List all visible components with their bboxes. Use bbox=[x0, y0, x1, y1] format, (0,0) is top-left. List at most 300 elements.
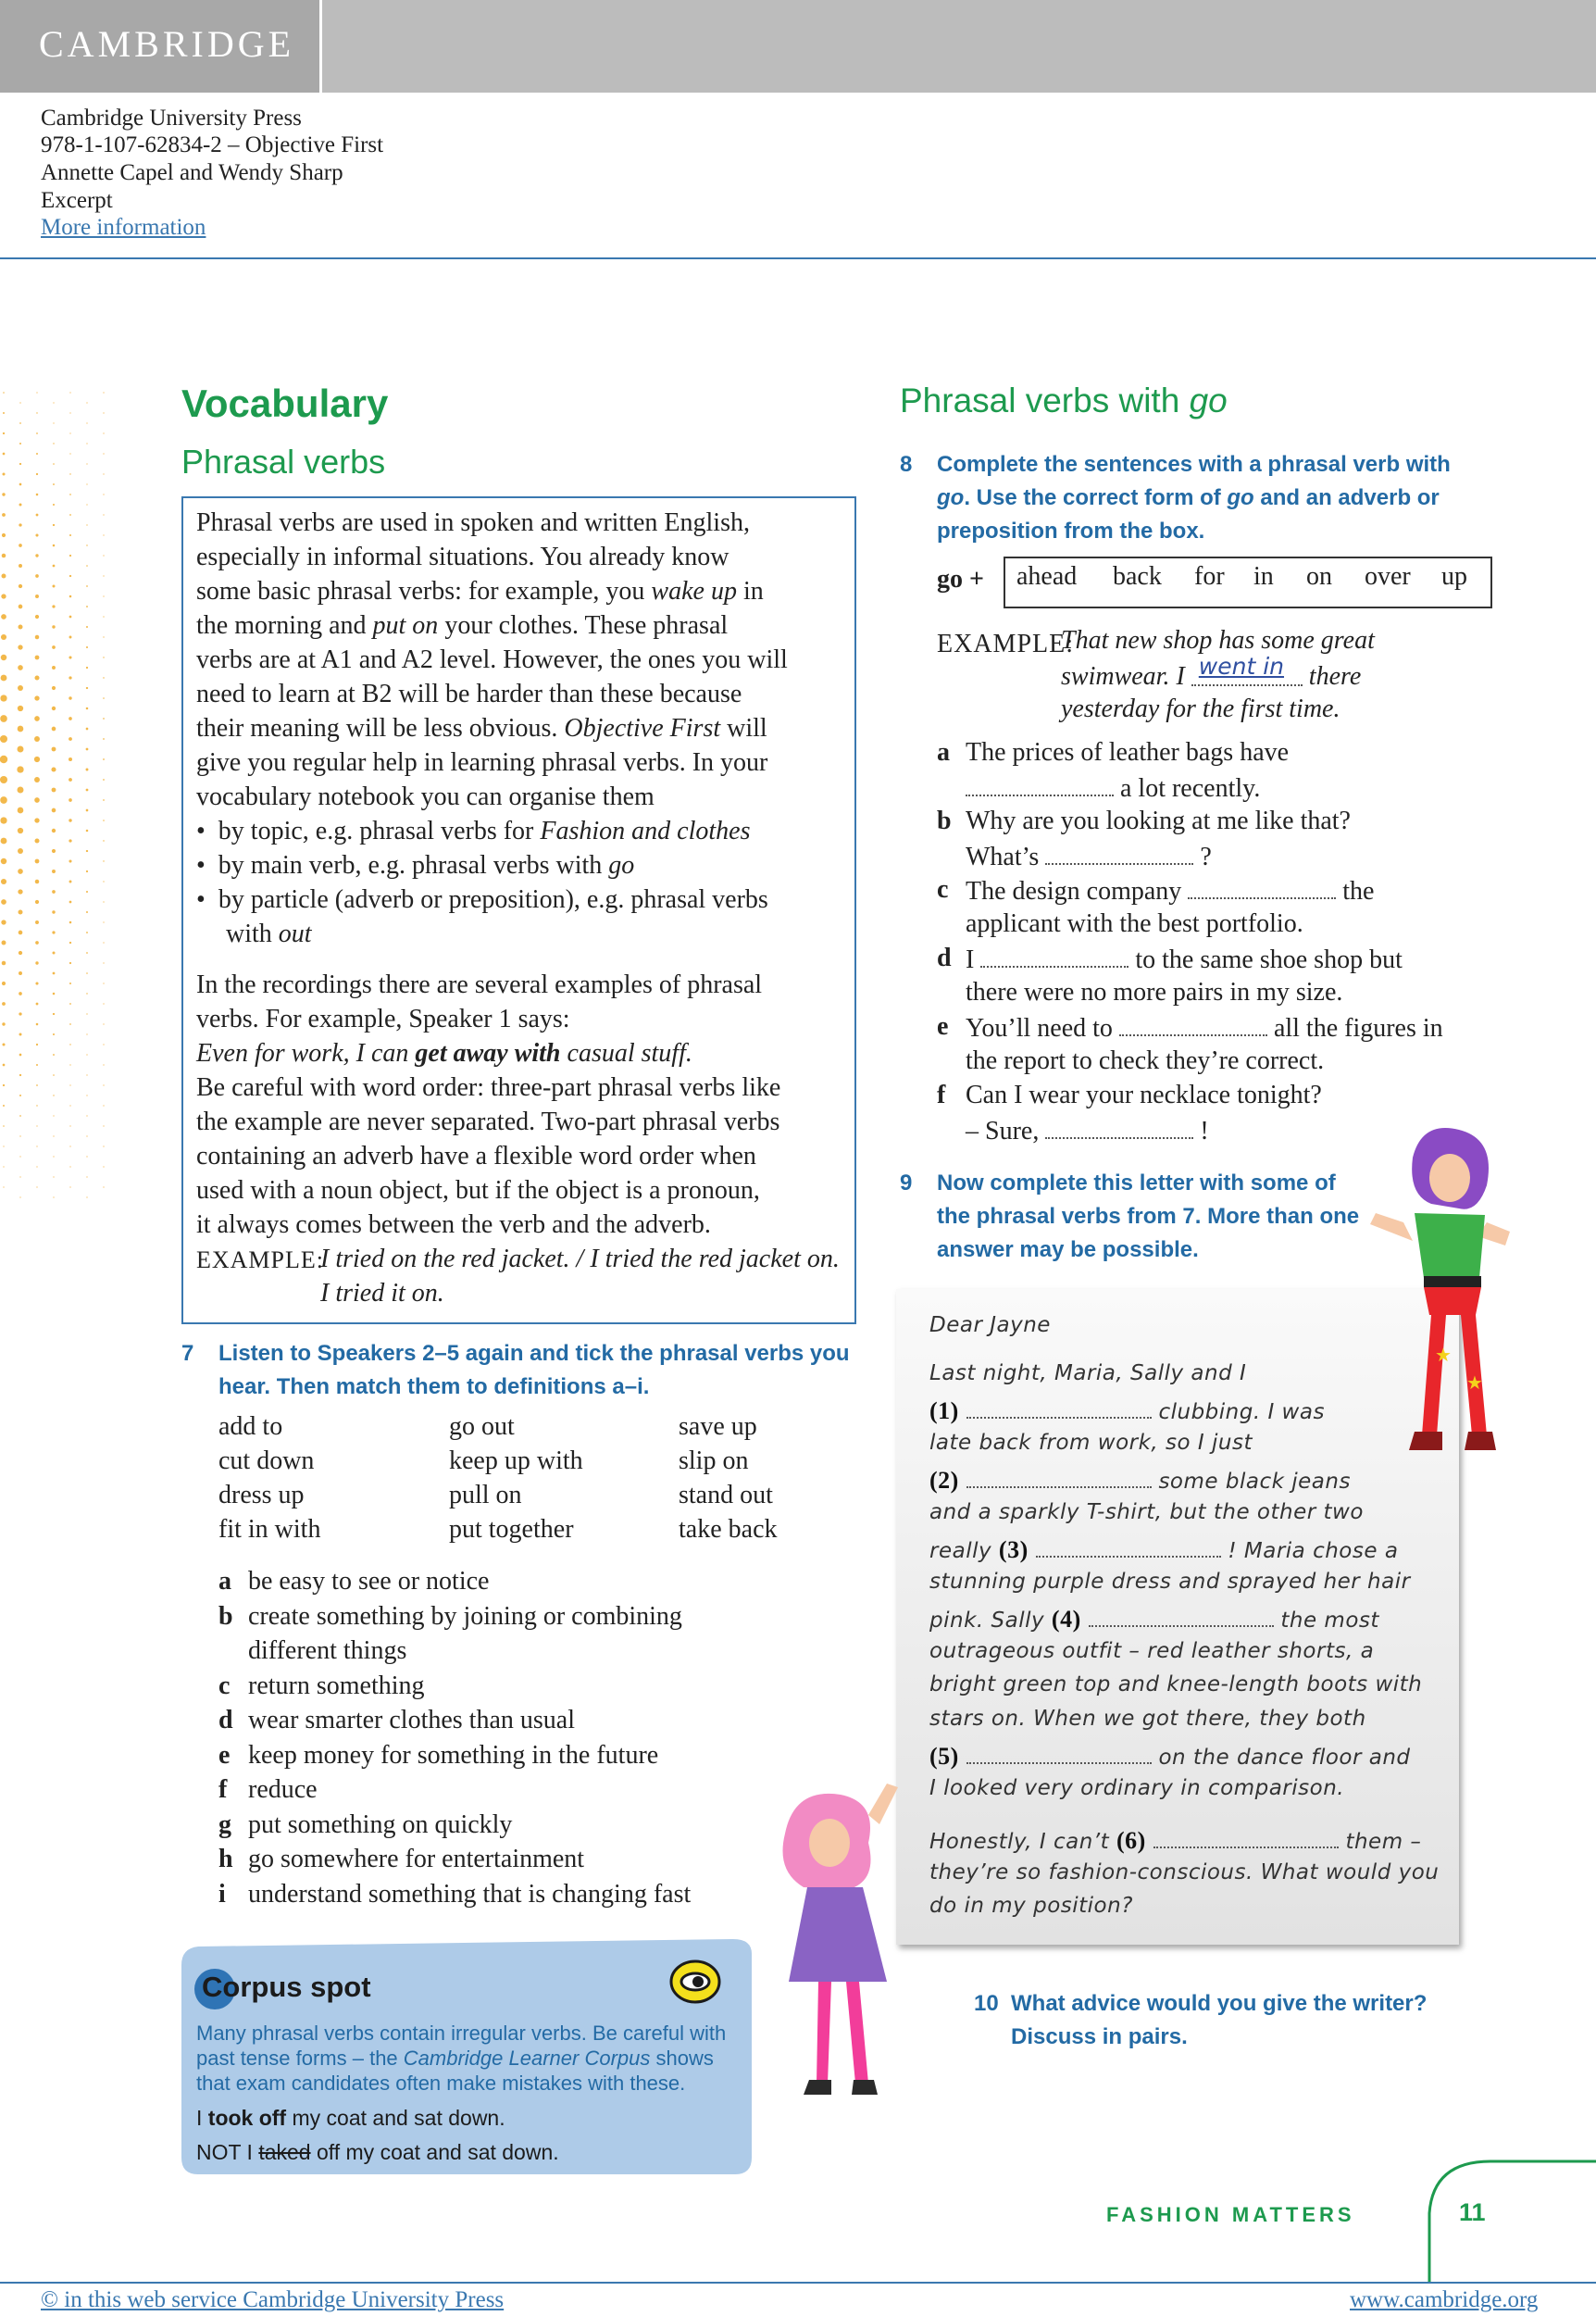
decorative-dot bbox=[69, 473, 70, 474]
decorative-dot bbox=[53, 1054, 55, 1056]
decorative-dot bbox=[53, 993, 56, 995]
answer-blank[interactable] bbox=[1188, 875, 1336, 899]
decorative-dot bbox=[69, 432, 70, 433]
decorative-dot bbox=[69, 1105, 70, 1106]
answer-blank[interactable] bbox=[1045, 841, 1193, 865]
verb-cell: keep up with bbox=[449, 1446, 583, 1475]
info-text-line: Even for work, I can get away with casual stuff. bbox=[196, 1039, 692, 1068]
answer-blank[interactable] bbox=[966, 772, 1114, 796]
item-letter: d bbox=[937, 944, 952, 972]
decorative-dot bbox=[1, 594, 6, 598]
decorative-dot bbox=[19, 1054, 22, 1057]
decorative-dot bbox=[69, 412, 70, 413]
decorative-dot bbox=[86, 504, 87, 505]
decorative-dot bbox=[35, 859, 40, 864]
decorative-dot bbox=[36, 1105, 37, 1106]
decorative-dot bbox=[36, 1125, 37, 1126]
illustration-girl-pink-hair bbox=[767, 1778, 924, 2111]
letter-line: (1) clubbing. I was bbox=[929, 1395, 1325, 1425]
go-label: go + bbox=[937, 565, 984, 594]
decorative-dot bbox=[18, 828, 23, 833]
info-text-line: give you regular help in learning phrasal verbs. In your bbox=[196, 748, 768, 777]
example-answer: went in bbox=[1198, 653, 1285, 680]
decorative-dot bbox=[35, 900, 39, 904]
decorative-dot bbox=[36, 1166, 37, 1167]
decorative-dot bbox=[103, 453, 104, 454]
letter-line: Dear Jayne bbox=[929, 1313, 1051, 1337]
decorative-dot bbox=[52, 645, 56, 649]
letter-blank[interactable] bbox=[1036, 1534, 1221, 1558]
decorative-dot bbox=[86, 769, 89, 771]
heading-phrasal-verbs-with-go: Phrasal verbs with go bbox=[900, 382, 1228, 419]
item-text: applicant with the best portfolio. bbox=[966, 909, 1303, 938]
decorative-dot bbox=[19, 971, 22, 975]
decorative-dot bbox=[53, 565, 56, 568]
decorative-dot bbox=[103, 860, 104, 861]
decorative-dot bbox=[36, 1003, 39, 1006]
decorative-dot bbox=[103, 1064, 104, 1065]
decorative-dot bbox=[19, 463, 21, 465]
decorative-dot bbox=[52, 625, 55, 628]
info-text-line: their meaning will be less obvious. Objective First will bbox=[196, 714, 767, 743]
decorative-dot bbox=[86, 667, 88, 669]
decorative-dot bbox=[1, 920, 6, 924]
page-number-arc bbox=[1426, 2158, 1596, 2284]
info-text-line: vocabulary notebook you can organise them bbox=[196, 782, 655, 811]
publisher-line: Cambridge University Press bbox=[41, 106, 302, 131]
decorative-dot bbox=[86, 870, 88, 872]
decorative-dot bbox=[2, 472, 5, 475]
letter-blank[interactable] bbox=[966, 1395, 1152, 1419]
corpus-spot-title: Corpus spot bbox=[202, 1971, 371, 2003]
decorative-dot bbox=[103, 820, 105, 821]
decorative-dot bbox=[86, 687, 88, 689]
decorative-dot bbox=[19, 483, 22, 486]
decorative-dot bbox=[103, 1044, 104, 1045]
decorative-dot bbox=[52, 584, 55, 587]
bullet-item: • by main verb, e.g. phrasal verbs with go bbox=[196, 851, 635, 880]
example-text: I tried it on. bbox=[320, 1279, 444, 1308]
decorative-dot bbox=[2, 513, 6, 517]
question-9-text: the phrasal verbs from 7. More than one bbox=[937, 1204, 1360, 1229]
decorative-dot bbox=[18, 706, 23, 711]
decorative-dot bbox=[35, 574, 39, 578]
decorative-dot bbox=[2, 1043, 5, 1045]
corpus-example-correct: I took off my coat and sat down. bbox=[196, 2106, 505, 2130]
svg-text:★: ★ bbox=[1466, 1371, 1483, 1394]
decorative-dot bbox=[35, 595, 39, 598]
decorative-dot bbox=[103, 962, 104, 963]
decorative-dot bbox=[0, 796, 7, 804]
decorative-dot bbox=[69, 616, 72, 619]
decorative-dot bbox=[36, 1084, 38, 1086]
decorative-dot bbox=[53, 402, 54, 403]
letter-blank[interactable] bbox=[966, 1740, 1152, 1764]
decorative-dot bbox=[103, 1084, 104, 1085]
bullet-item: • by particle (adverb or preposition), e.g. phrasal verbs bbox=[196, 885, 768, 914]
decorative-dot bbox=[18, 889, 22, 894]
decorative-dot bbox=[86, 1033, 87, 1034]
decorative-dot bbox=[34, 818, 39, 822]
decorative-dot bbox=[69, 962, 71, 964]
decorative-dot bbox=[86, 606, 88, 607]
letter-line: they’re so fashion-conscious. What would you bbox=[929, 1860, 1440, 1884]
excerpt-line: Excerpt bbox=[41, 188, 113, 213]
decorative-dot bbox=[34, 695, 39, 700]
decorative-dot bbox=[18, 807, 24, 814]
decorative-dot bbox=[19, 544, 22, 547]
definition-text: reduce bbox=[248, 1775, 318, 1804]
decorative-dot bbox=[86, 728, 89, 731]
decorative-dot bbox=[19, 564, 22, 568]
decorative-dot bbox=[19, 1135, 20, 1136]
decorative-dot bbox=[103, 636, 104, 637]
decorative-dot bbox=[69, 656, 71, 658]
decorative-dot bbox=[52, 788, 56, 793]
decorative-dot bbox=[2, 982, 6, 985]
question-8-text: go. Use the correct form of go and an adverb or bbox=[937, 485, 1440, 510]
decorative-dot bbox=[53, 1033, 55, 1035]
letter-blank[interactable] bbox=[1153, 1824, 1339, 1848]
decorative-dot bbox=[86, 809, 89, 812]
decorative-dot bbox=[18, 869, 23, 874]
decorative-dot bbox=[1, 899, 6, 905]
letter-blank[interactable] bbox=[1089, 1603, 1274, 1627]
decorative-dot bbox=[69, 1145, 70, 1146]
decorative-dot bbox=[53, 463, 55, 465]
question-number: 7 bbox=[181, 1341, 194, 1366]
decorative-dot bbox=[19, 1012, 21, 1015]
word-box-item: ahead bbox=[1016, 562, 1078, 591]
decorative-dot bbox=[103, 840, 104, 841]
decorative-dot bbox=[35, 920, 39, 924]
definition-letter: c bbox=[218, 1671, 231, 1700]
decorative-dot bbox=[52, 707, 56, 710]
decorative-dot bbox=[69, 942, 71, 944]
word-box-item: on bbox=[1306, 562, 1332, 591]
letter-line: late back from work, so I just bbox=[929, 1431, 1253, 1455]
decorative-dot bbox=[3, 1125, 5, 1127]
item-text: Can I wear your necklace tonight? bbox=[966, 1081, 1322, 1109]
decorative-dot bbox=[19, 951, 22, 955]
decorative-dot bbox=[51, 767, 56, 771]
decorative-dot bbox=[52, 931, 55, 933]
decorative-dot bbox=[19, 1115, 21, 1117]
eye-icon bbox=[668, 1959, 722, 2008]
decorative-dot bbox=[69, 696, 71, 699]
decorative-dot bbox=[103, 392, 104, 393]
letter-line: Honestly, I can’t (6) them – bbox=[929, 1824, 1421, 1855]
decorative-dot bbox=[69, 676, 71, 679]
decorative-dot bbox=[52, 890, 56, 894]
word-box-item: back bbox=[1113, 562, 1162, 591]
example-text: swimwear. I went in there bbox=[1061, 653, 1362, 691]
decorative-dot bbox=[34, 675, 39, 680]
letter-line: (5) on the dance floor and bbox=[929, 1740, 1411, 1771]
decorative-dot bbox=[0, 715, 7, 722]
decorative-dot bbox=[19, 1095, 21, 1096]
decorative-dot bbox=[0, 735, 7, 743]
decorative-dot bbox=[52, 747, 56, 752]
info-text-line: the example are never separated. Two-part phrasal verbs bbox=[196, 1108, 780, 1136]
decorative-dot bbox=[36, 1145, 37, 1146]
decorative-dot bbox=[69, 514, 71, 516]
info-text-line: Phrasal verbs are used in spoken and written English, bbox=[196, 508, 750, 537]
definition-text: return something bbox=[248, 1671, 425, 1700]
info-text-line: especially in informal situations. You already know bbox=[196, 543, 729, 571]
definition-letter: i bbox=[218, 1880, 226, 1909]
section-heading-vocabulary: Vocabulary bbox=[181, 382, 389, 425]
decorative-dot bbox=[19, 1033, 22, 1036]
item-text: I to the same shoe shop but bbox=[966, 945, 1403, 974]
item-text: – Sure, ! bbox=[966, 1117, 1209, 1145]
definition-text: be easy to see or notice bbox=[248, 1567, 490, 1596]
verb-cell: take back bbox=[679, 1515, 778, 1544]
decorative-dot bbox=[103, 758, 105, 760]
decorative-dot bbox=[19, 523, 21, 526]
word-box-item: for bbox=[1194, 562, 1225, 591]
brand-logo: CAMBRIDGE bbox=[39, 23, 295, 65]
decorative-dot bbox=[35, 982, 38, 984]
more-information-link[interactable]: More information bbox=[41, 215, 206, 240]
decorative-dot bbox=[86, 830, 89, 833]
decorative-dot bbox=[69, 392, 70, 393]
decorative-dot bbox=[52, 910, 55, 913]
decorative-dot bbox=[19, 605, 23, 609]
decorative-dot bbox=[86, 993, 87, 994]
definition-letter: f bbox=[218, 1775, 228, 1804]
question-9-text: Now complete this letter with some of bbox=[937, 1171, 1336, 1196]
letter-line: (2) some black jeans bbox=[929, 1464, 1351, 1495]
decorative-dot bbox=[103, 901, 104, 902]
letter-blank[interactable] bbox=[966, 1464, 1152, 1488]
example-text: That new shop has some great bbox=[1061, 626, 1375, 655]
question-10-text: Discuss in pairs. bbox=[1011, 2024, 1188, 2049]
verb-cell: cut down bbox=[218, 1446, 315, 1475]
example-label: EXAMPLE: bbox=[937, 630, 1074, 658]
decorative-dot bbox=[103, 1125, 104, 1126]
decorative-dot bbox=[3, 412, 5, 414]
decorative-dot bbox=[103, 1003, 104, 1004]
svg-text:★: ★ bbox=[1435, 1344, 1452, 1366]
decorative-dot bbox=[103, 595, 104, 596]
decorative-dot bbox=[86, 707, 89, 710]
decorative-dot bbox=[69, 636, 72, 639]
item-letter: b bbox=[937, 807, 952, 835]
decorative-dot bbox=[18, 787, 24, 794]
question-number: 8 bbox=[900, 452, 913, 477]
decorative-dot bbox=[69, 1125, 70, 1126]
word-box-item: in bbox=[1253, 562, 1274, 591]
decorative-dot bbox=[69, 534, 71, 536]
decorative-dot bbox=[103, 697, 105, 699]
decorative-dot bbox=[19, 931, 23, 935]
decorative-dot bbox=[69, 921, 72, 924]
answer-blank[interactable] bbox=[980, 944, 1128, 968]
header-divider bbox=[0, 257, 1596, 259]
decorative-dot bbox=[103, 1145, 104, 1146]
decorative-dot bbox=[69, 1064, 70, 1065]
decorative-dot bbox=[3, 453, 6, 456]
verb-cell: add to bbox=[218, 1412, 283, 1441]
decorative-dot bbox=[3, 1166, 4, 1167]
decorative-dot bbox=[35, 941, 39, 945]
letter-line: do in my position? bbox=[929, 1894, 1133, 1918]
decorative-dot bbox=[19, 1156, 20, 1157]
definition-letter: d bbox=[218, 1706, 233, 1734]
example-text: yesterday for the first time. bbox=[1061, 695, 1340, 723]
definition-text: keep money for something in the future bbox=[248, 1741, 659, 1770]
decorative-dot bbox=[1, 675, 7, 682]
item-text: What’s ? bbox=[966, 843, 1212, 871]
decorative-dot bbox=[34, 736, 40, 742]
verb-cell: dress up bbox=[218, 1481, 305, 1509]
decorative-dot bbox=[69, 1186, 70, 1187]
decorative-dot bbox=[36, 473, 38, 475]
letter-line: outrageous outfit – red leather shorts, a bbox=[929, 1639, 1375, 1663]
decorative-dot bbox=[86, 972, 88, 974]
verb-cell: save up bbox=[679, 1412, 757, 1441]
decorative-dot bbox=[52, 951, 55, 954]
question-8-text: preposition from the box. bbox=[937, 519, 1205, 544]
decorative-dot bbox=[86, 911, 88, 913]
decorative-dot bbox=[52, 686, 56, 690]
decorative-dot bbox=[3, 1186, 4, 1187]
decorative-dot bbox=[103, 738, 105, 740]
decorative-dot bbox=[3, 1105, 5, 1107]
item-text: a lot recently. bbox=[966, 772, 1260, 804]
decorative-dot bbox=[103, 779, 105, 781]
decorative-dot bbox=[69, 575, 71, 577]
letter-line: really (3) ! Maria chose a bbox=[929, 1534, 1398, 1564]
decorative-dot bbox=[86, 1156, 87, 1157]
isbn-line: 978-1-107-62834-2 – Objective First bbox=[41, 132, 384, 157]
decorative-dot bbox=[19, 992, 22, 995]
verb-cell: fit in with bbox=[218, 1515, 321, 1544]
decorative-dot bbox=[19, 422, 21, 424]
decorative-dot bbox=[2, 574, 6, 579]
decorative-dot bbox=[53, 1115, 54, 1116]
decorative-dot bbox=[53, 422, 54, 423]
decorative-dot bbox=[53, 545, 56, 547]
decorative-dot bbox=[18, 726, 24, 732]
decorative-dots bbox=[0, 389, 130, 1204]
decorative-dot bbox=[69, 901, 72, 904]
decorative-dot bbox=[3, 1064, 6, 1067]
decorative-dot bbox=[35, 880, 40, 884]
letter-line: bright green top and knee-length boots with bbox=[929, 1672, 1423, 1696]
question-8-text: Complete the sentences with a phrasal verb with bbox=[937, 452, 1451, 477]
answer-blank[interactable] bbox=[1119, 1012, 1267, 1036]
decorative-dot bbox=[86, 585, 88, 587]
example-text: I tried on the red jacket. / I tried the red jacket on. bbox=[320, 1245, 840, 1273]
decorative-dot bbox=[36, 1044, 38, 1045]
answer-blank[interactable] bbox=[1045, 1115, 1193, 1139]
verb-cell: put together bbox=[449, 1515, 574, 1544]
decorative-dot bbox=[1, 634, 6, 640]
decorative-dot bbox=[53, 524, 55, 526]
definition-letter: a bbox=[218, 1567, 231, 1596]
decorative-dot bbox=[86, 402, 87, 403]
decorative-dot bbox=[53, 1135, 54, 1136]
decorative-dot bbox=[36, 494, 39, 496]
decorative-dot bbox=[86, 748, 89, 751]
info-text-line: it always comes between the verb and the adverb. bbox=[196, 1210, 711, 1239]
item-text: You’ll need to all the figures in bbox=[966, 1014, 1443, 1043]
decorative-dot bbox=[103, 575, 104, 576]
example-label: EXAMPLE: bbox=[196, 1246, 324, 1273]
letter-line: pink. Sally (4) the most bbox=[929, 1603, 1379, 1634]
decorative-dot bbox=[1, 838, 7, 845]
decorative-dot bbox=[18, 685, 23, 691]
decorative-dot bbox=[53, 972, 56, 975]
decorative-dot bbox=[103, 555, 104, 556]
info-text-line: verbs. For example, Speaker 1 says: bbox=[196, 1005, 570, 1033]
decorative-dot bbox=[2, 493, 5, 495]
decorative-dot bbox=[19, 1196, 20, 1197]
decorative-dot bbox=[35, 554, 38, 557]
decorative-dot bbox=[86, 524, 87, 525]
decorative-dot bbox=[53, 1156, 54, 1157]
decorative-dot bbox=[103, 921, 104, 922]
decorative-dot bbox=[86, 932, 88, 933]
question-7-text: Listen to Speakers 2–5 again and tick the phrasal verbs you bbox=[218, 1341, 850, 1366]
illustration-girl-purple-hair bbox=[1357, 1120, 1515, 1491]
decorative-dot bbox=[103, 432, 104, 433]
decorative-dot bbox=[19, 443, 21, 444]
decorative-dot bbox=[2, 1002, 6, 1006]
decorative-dot bbox=[18, 848, 23, 854]
decorative-dot bbox=[86, 891, 88, 893]
decorative-dot bbox=[69, 757, 72, 761]
decorative-dot bbox=[69, 859, 71, 862]
decorative-dot bbox=[36, 514, 39, 517]
definition-text: wear smarter clothes than usual bbox=[248, 1706, 575, 1734]
info-text-line: containing an adverb have a flexible word order when bbox=[196, 1142, 756, 1171]
decorative-dot bbox=[18, 746, 24, 753]
question-number: 10 bbox=[974, 1991, 999, 2016]
letter-line: I looked very ordinary in comparison. bbox=[929, 1776, 1345, 1800]
info-text-line: used with a noun object, but if the object is a pronoun, bbox=[196, 1176, 760, 1205]
website-link[interactable]: www.cambridge.org bbox=[1350, 2287, 1539, 2312]
corpus-text: past tense forms – the Cambridge Learner Corpus shows bbox=[196, 2047, 714, 2070]
decorative-dot bbox=[86, 646, 88, 648]
copyright-link[interactable]: © in this web service Cambridge University Press bbox=[41, 2287, 505, 2312]
decorative-dot bbox=[53, 1013, 55, 1015]
decorative-dot bbox=[2, 533, 6, 537]
decorative-dot bbox=[19, 402, 20, 403]
verb-cell: slip on bbox=[679, 1446, 749, 1475]
verb-cell: stand out bbox=[679, 1481, 773, 1509]
decorative-dot bbox=[52, 829, 56, 833]
definition-text: create something by joining or combining bbox=[248, 1602, 682, 1631]
decorative-dot bbox=[86, 422, 87, 423]
decorative-dot bbox=[103, 1186, 104, 1187]
decorative-dot bbox=[69, 717, 72, 720]
decorative-dot bbox=[69, 819, 71, 821]
decorative-dot bbox=[36, 1064, 38, 1066]
decorative-dot bbox=[2, 941, 6, 945]
decorative-dot bbox=[69, 555, 71, 557]
decorative-dot bbox=[103, 534, 104, 535]
corpus-text: that exam candidates often make mistakes with these. bbox=[196, 2072, 686, 2095]
decorative-dot bbox=[86, 1013, 87, 1014]
decorative-dot bbox=[53, 1176, 54, 1177]
decorative-dot bbox=[86, 626, 88, 628]
info-text-line: the morning and put on your clothes. These phrasal bbox=[196, 611, 729, 640]
definition-letter: g bbox=[218, 1810, 231, 1839]
letter-line: stars on. When we got there, they both bbox=[929, 1707, 1366, 1731]
